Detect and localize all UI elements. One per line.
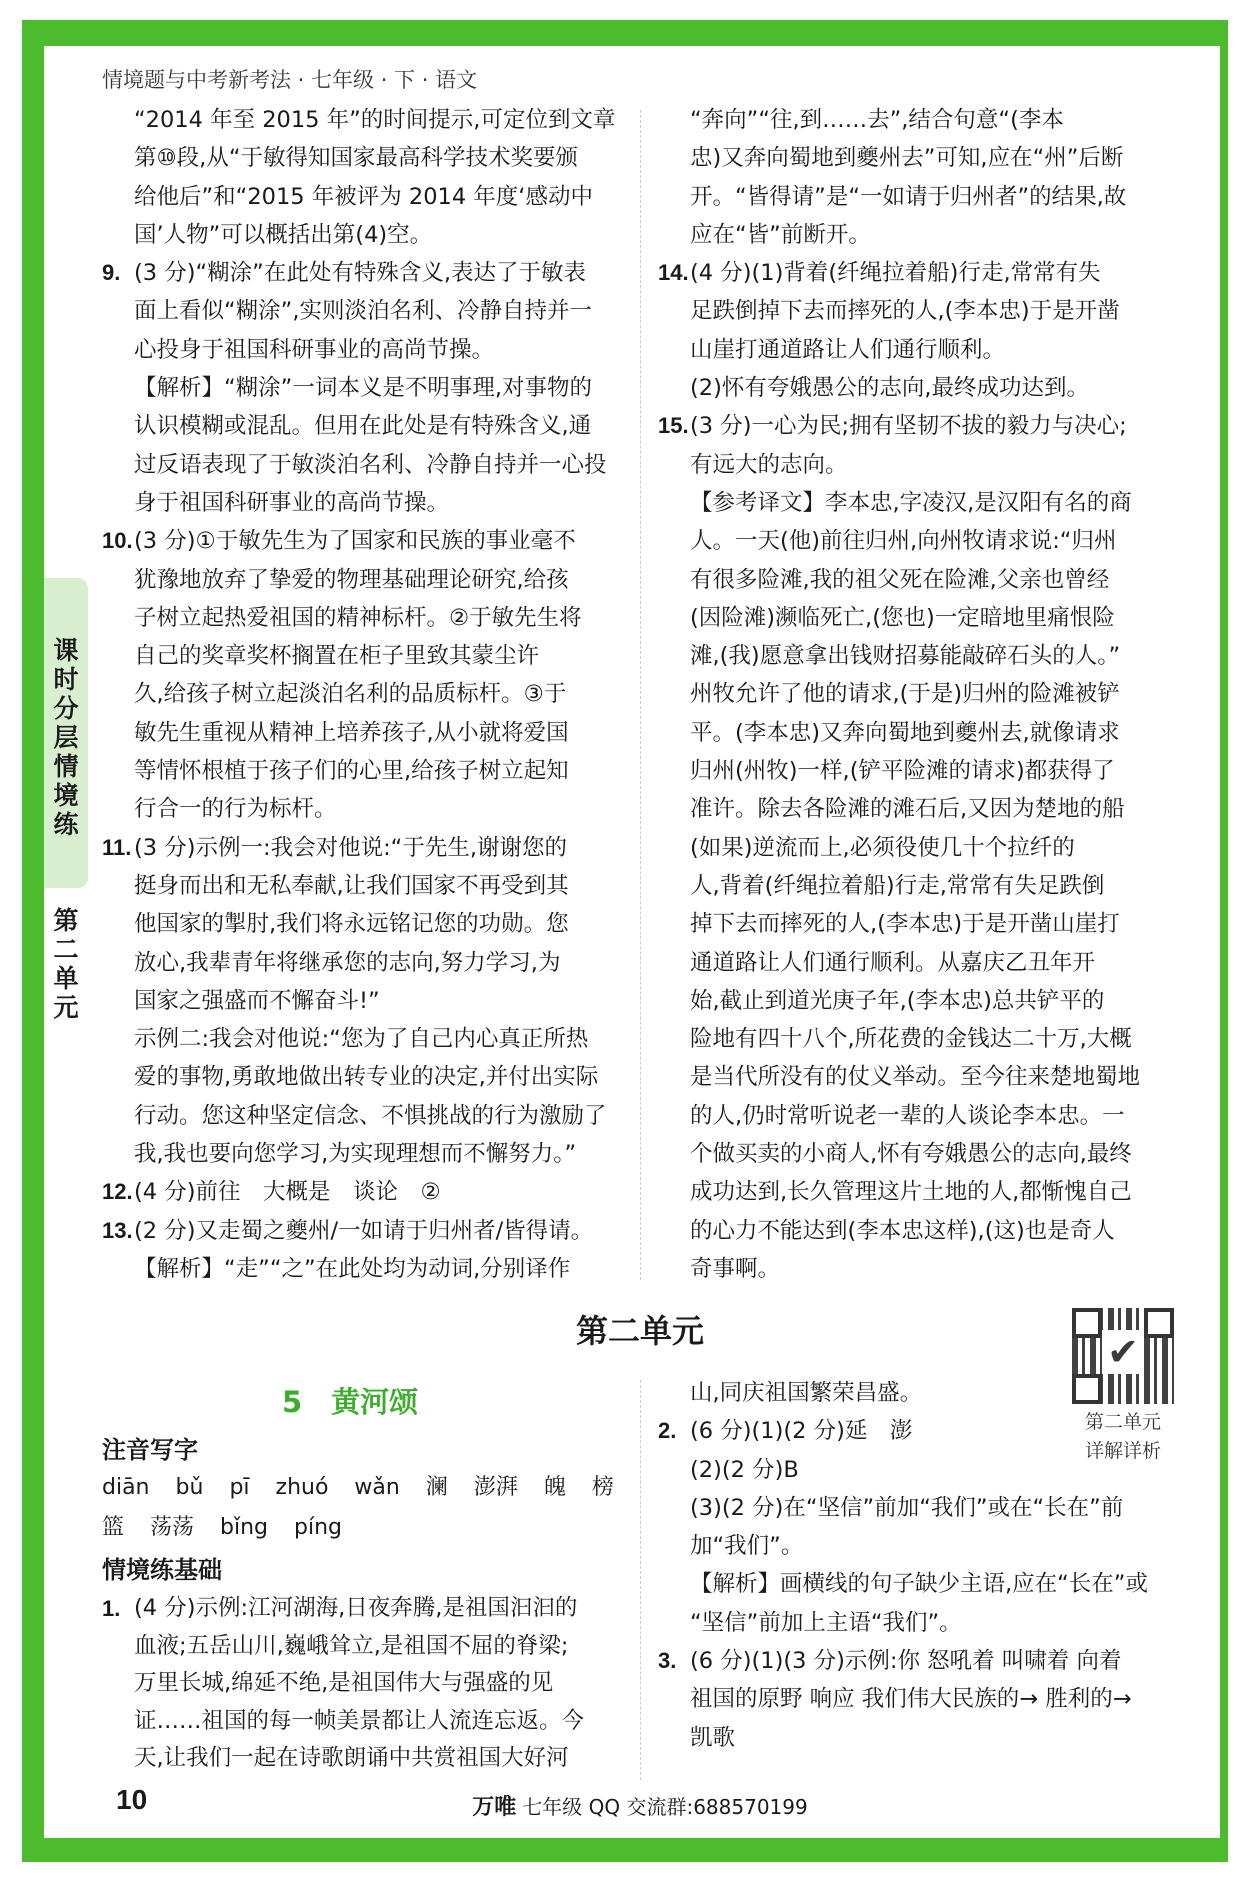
left-column-answers [102,101,615,1288]
checkmark-icon: ✔ [1102,1330,1144,1374]
answer-item [102,254,615,522]
text-line: 始,截止到道光庚子年,(李本忠)总共铲平的 [690,987,1105,1014]
text-line: (4 分)前往 大概是 谈论 ② [134,1179,441,1206]
text-line: 的心力不能达到(李本忠这样),(这)也是奇人 [690,1217,1115,1244]
text-line: (3)(2 分)在“坚信”前加“我们”或在“长在”前 [690,1494,1124,1521]
answer-item [658,101,1140,254]
pinyin-item: diān [102,1475,150,1500]
text-line: (6 分)(1)(3 分)示例:你 怒吼着 叫啸着 向着 [690,1648,1122,1675]
text-line: 面上看似“糊涂”,实则淡泊名利、冷静自持并一 [134,298,592,325]
text-line: 有很多险滩,我的祖父死在险滩,父亲也曾经 [690,566,1110,593]
text-line: 等情怀根植于孩子们的心里,给孩子树立起知 [134,758,569,785]
pinyin-item: 篮 [102,1515,125,1540]
green-frame-left [22,20,44,1862]
text-line: (如果)逆流而上,必须役使几十个拉纤的 [690,834,1075,861]
item-number: 13. [102,1217,133,1243]
vertical-char: 第 [53,906,79,935]
text-line: 祖国的原野 响应 我们伟大民族的→ 胜利的→ [690,1686,1132,1713]
left-column-lesson-answers [102,1590,584,1778]
vertical-char: 情 [53,752,79,781]
answer-item [102,1590,584,1778]
text-line: (4 分)(1)背着(纤绳拉着船)行走,常常有失 [690,260,1101,287]
text-line: (2 分)又走蜀之夔州/一如请于归州者/皆得请。 [134,1217,594,1244]
section-heading: 注音写字 [102,1436,198,1464]
text-line: “2014 年至 2015 年”的时间提示,可定位到文章 [134,107,616,133]
text-line: 州牧允许了他的请求,(于是)归州的险滩被铲 [690,681,1120,708]
text-line: 平。(李本忠)又奔向蜀地到夔州去,就像请求 [690,719,1120,746]
item-number: 9. [102,260,121,286]
vertical-char: 时 [53,665,79,694]
qr-caption-line: 第二单元 [1084,1411,1161,1433]
text-line: 足跌倒掉下去而摔死的人,(李本忠)于是开凿 [690,298,1120,325]
text-line: 挺身而出和无私奉献,让我们国家不再受到其 [134,872,569,899]
answer-item [102,1173,615,1211]
text-line: (2)怀有夸娥愚公的志向,最终成功达到。 [690,375,1090,402]
text-line: 敏先生重视从精神上培养孩子,从小就将爱国 [134,719,569,746]
green-frame-right [1220,20,1228,1862]
text-line: 给他后”和“2015 年被评为 2014 年度‘感动中 [134,183,593,210]
pinyin-item: wǎn [354,1475,400,1500]
text-line: 个做买卖的小商人,怀有夸娥愚公的志向,最终 [690,1141,1132,1168]
text-line: 险地有四十八个,所花费的金钱达二十万,大概 [690,1026,1132,1053]
text-line: 血液;五岳山川,巍峨耸立,是祖国不屈的脊梁; [134,1632,569,1659]
text-line: 是当代所没有的仗义举动。至今往来楚地蜀地 [690,1064,1141,1091]
text-line: 通道路让人们通行顺利。从嘉庆乙丑年开 [690,949,1096,976]
text-line: 认识模糊或混乱。但用在此处是有特殊含义,通 [134,413,592,440]
item-number: 11. [102,834,132,860]
text-line: (因险滩)濒临死亡,(您也)一定暗地里痛恨险 [690,604,1115,631]
pinyin-item: bǔ [175,1475,204,1500]
answer-item [102,829,615,1174]
text-line: 子树立起热爱祖国的精神标杆。②于敏先生将 [134,604,582,631]
vertical-char: 单 [53,964,79,993]
answer-item [658,1642,1148,1757]
text-line: 有远大的志向。 [690,451,848,478]
running-header: 情境题与中考新考法 · 七年级 · 下 · 语文 [102,68,478,92]
text-line: 行合一的行为标杆。 [134,796,337,823]
pinyin-item: píng [294,1515,343,1540]
pinyin-item: 魄 [543,1475,566,1500]
answer-item [658,407,1140,1288]
column-divider [640,1380,641,1780]
item-number: 2. [658,1418,677,1444]
answer-item [102,522,615,828]
vertical-char: 元 [53,993,79,1022]
pinyin-item: 榜 [591,1475,614,1500]
text-line: 成功达到,长久管理这片土地的人,都惭愧自己 [690,1179,1132,1206]
vertical-char: 课 [53,636,79,665]
pinyin-item: 澎湃 [473,1475,518,1500]
text-line: 应在“皆”前断开。 [690,221,871,248]
text-line: 行动。您这种坚定信念、不惧挑战的行为激励了 [134,1102,607,1129]
answer-item [658,254,1140,407]
unit-title: 第二单元 [575,1312,704,1350]
right-column-lesson-answers [658,1374,1148,1757]
text-line: “奔向”“往,到……去”,结合句意“(李本 [690,107,1064,133]
answer-item [658,1412,1148,1642]
text-line: (4 分)示例:江河湖海,日夜奔腾,是祖国汩汩的 [134,1595,578,1621]
green-frame-bottom [22,1838,1228,1862]
pinyin-item: bǐng [220,1515,269,1540]
text-line: 掉下去而摔死的人,(李本忠)于是开凿山崖打 [690,911,1120,938]
text-line: 【解析】“走”“之”在此处均为动词,分别译作 [134,1255,571,1282]
text-line: “坚信”前加上主语“我们”。 [690,1609,962,1636]
footer [0,1790,1250,1821]
item-number: 12. [102,1179,133,1205]
side-tab-unit [48,906,84,1022]
lesson-title: 5 黄河颂 [282,1385,419,1419]
pinyin-item: pī [229,1475,250,1500]
text-line: 山崖打通道路让人们通行顺利。 [690,336,1006,363]
pinyin-item: zhuó [275,1475,329,1500]
text-line: 久,给孩子树立起淡泊名利的品质标杆。③于 [134,681,567,708]
text-line: 身于祖国科研事业的高尚节操。 [134,489,450,516]
text-line: 证……祖国的每一帧美景都让人流连忘返。今 [134,1707,585,1734]
side-tab-label [48,636,84,839]
item-number: 3. [658,1648,677,1674]
vertical-char: 层 [53,723,79,752]
text-line: 【参考译文】李本忠,字凌汉,是汉阳有名的商 [690,489,1132,516]
page-number: 10 [116,1784,148,1815]
vertical-char: 境 [53,781,79,810]
vertical-char: 分 [53,694,79,723]
text-line: 自己的奖章奖杯搁置在柜子里致其蒙尘许 [134,643,540,670]
text-line: 开。“皆得请”是“一如请于归州者”的结果,故 [690,183,1127,210]
text-line: 天,让我们一起在诗歌朗诵中共赏祖国大好河 [134,1745,569,1771]
text-line: 放心,我辈青年将继承您的志向,努力学习,为 [134,949,561,976]
text-line: 奇事啊。 [690,1255,781,1282]
text-line: 爱的事物,勇敢地做出转专业的决定,并付出实际 [134,1064,599,1091]
text-line: 归州(州牧)一样,(铲平险滩的请求)都获得了 [690,758,1115,785]
vertical-char: 二 [53,935,79,964]
green-frame-top [22,20,1228,46]
item-number: 15. [658,413,689,439]
qr-caption-line: 详解详析 [1084,1440,1161,1462]
text-line: 的人,仍时常听说老一辈的人谈论李本忠。一 [690,1102,1125,1129]
text-line: 人。一天(他)前往归州,向州牧请求说:“归州 [690,528,1117,555]
column-divider [640,110,641,1280]
text-line: 犹豫地放弃了挚爱的物理基础理论研究,给孩 [134,566,569,593]
text-line: 【解析】“糊涂”一词本义是不明事理,对事物的 [134,375,592,402]
text-line: 我,我也要向您学习,为实现理想而不懈努力。” [134,1141,577,1168]
text-line: (6 分)(1)(2 分)延 澎 [690,1418,913,1445]
text-line: (3 分)示例一:我会对他说:“于先生,谢谢您的 [134,834,567,861]
text-line: 过反语表现了于敏淡泊名利、冷静自持并一心投 [134,451,607,478]
pinyin-row [102,1470,640,1501]
brand-logo: 万唯 [472,1795,517,1820]
item-number: 1. [102,1596,121,1621]
item-number: 14. [658,260,689,286]
text-line: 忠)又奔向蜀地到夔州去”可知,应在“州”后断 [690,145,1124,172]
text-line: 山,同庆祖国繁荣昌盛。 [690,1380,923,1406]
footer-text: 七年级 QQ 交流群:688570199 [522,1795,808,1819]
text-line: (3 分)一心为民;拥有坚韧不拔的毅力与决心; [690,413,1127,440]
answer-item [102,101,615,254]
text-line: 国家之强盛而不懈奋斗!” [134,987,380,1014]
text-line: 第⑩段,从“于敏得知国家最高科学技术奖要颁 [134,145,578,172]
answer-item [102,1212,615,1289]
answer-item [658,1374,1148,1412]
text-line: 【解析】画横线的句子缺少主语,应在“长在”或 [690,1571,1148,1598]
text-line: 凯歌 [690,1724,736,1751]
text-line: 滩,(我)愿意拿出钱财招募能敲碎石头的人。” [690,643,1121,670]
text-line: 人,背着(纤绳拉着船)行走,常常有失足跌倒 [690,872,1105,899]
pinyin-item: 荡荡 [150,1515,195,1540]
text-line: 万里长城,绵延不绝,是祖国伟大与强盛的见 [134,1670,554,1696]
vertical-char: 练 [53,810,79,839]
item-number: 10. [102,528,133,554]
text-line: (3 分)“糊涂”在此处有特殊含义,表达了于敏表 [134,260,586,287]
section-heading: 情境练基础 [102,1556,222,1584]
right-column-answers [658,101,1140,1288]
text-line: 心投身于祖国科研事业的高尚节操。 [134,336,495,363]
text-line: 准许。除去各险滩的滩石后,又因为楚地的船 [690,796,1125,823]
pinyin-row [102,1510,368,1541]
text-line: 加“我们”。 [690,1533,804,1560]
text-line: (3 分)①于敏先生为了国家和民族的事业毫不 [134,528,576,555]
text-line: 示例二:我会对他说:“您为了自己内心真正所热 [134,1026,589,1053]
pinyin-item: 澜 [425,1475,448,1500]
text-line: 国’人物”可以概括出第(4)空。 [134,221,433,248]
text-line: 他国家的掣肘,我们将永远铭记您的功勋。您 [134,911,569,938]
text-line: (2)(2 分)B [690,1456,799,1483]
